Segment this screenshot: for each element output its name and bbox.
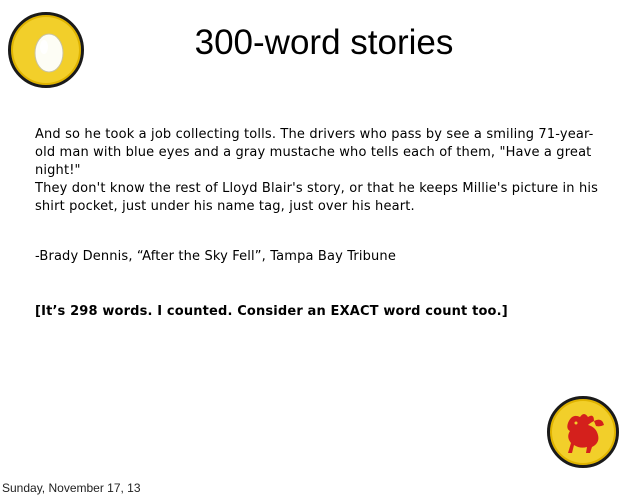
footer-date: Sunday, November 17, 13	[2, 481, 141, 495]
rooster-logo-icon	[547, 396, 619, 468]
attribution: -Brady Dennis, “After the Sky Fell”, Tampa Bay Tribune	[35, 249, 396, 264]
story-paragraph-1: And so he took a job collecting tolls. The drivers who pass by see a smiling 71-year-old man with blue eyes and a gray mustache who tells each of them, "Have a great night!"	[35, 127, 594, 178]
slide-title: 300-word stories	[194, 23, 454, 62]
word-count-note: [It’s 298 words. I counted. Consider an EXACT word count too.]	[35, 304, 508, 319]
story-paragraph-2: They don't know the rest of Lloyd Blair's story, or that he keeps Millie's picture in his shirt pocket, just under his name tag, just over his heart.	[35, 181, 599, 214]
